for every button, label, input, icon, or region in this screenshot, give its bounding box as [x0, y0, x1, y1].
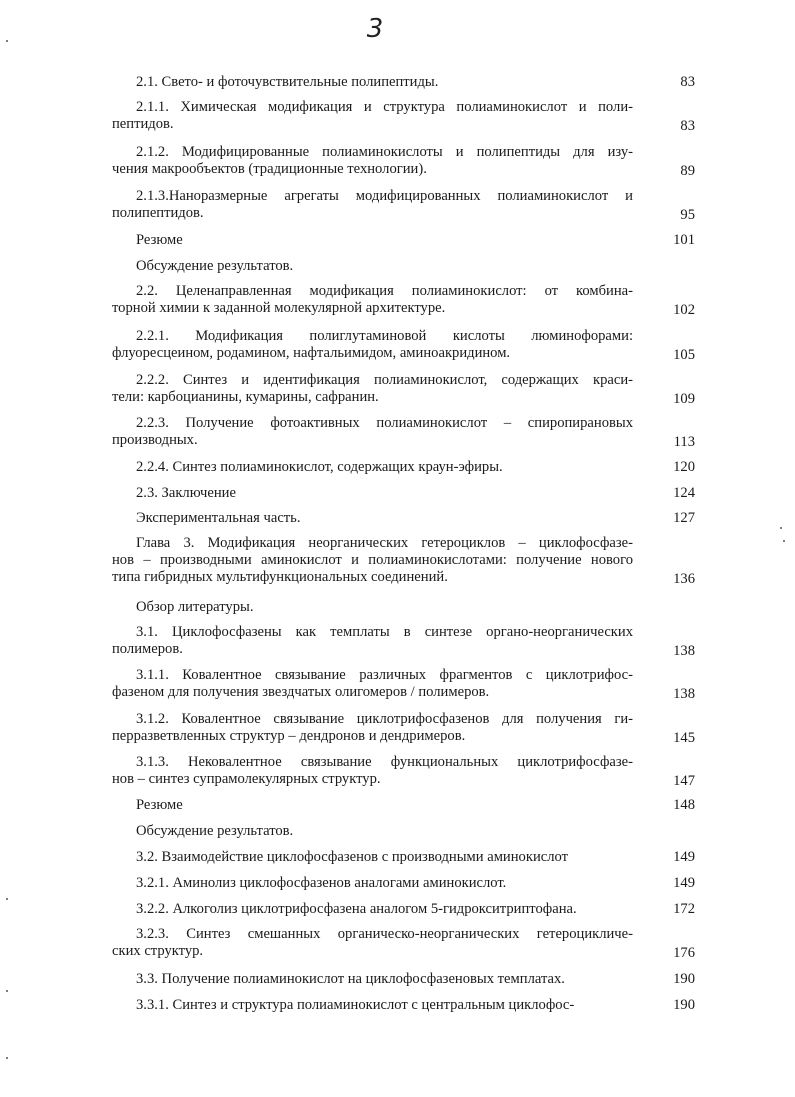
- toc-entry-line: ских структур.: [112, 943, 204, 959]
- toc-entry-page: 83: [680, 118, 695, 134]
- toc-entry-title: [112, 415, 633, 449]
- toc-entry-line: 3.1.1. Ковалентное связывание различных фрагментов с циклотрифос-: [136, 667, 633, 683]
- toc-entry-line: 2.2.4. Синтез полиаминокислот, содержащих краун-эфиры.: [136, 459, 503, 475]
- toc-entry-line: 3.2.3. Синтез смешанных органическо-неорганических гетероцикличе-: [136, 926, 633, 942]
- toc-entry-title: [112, 459, 633, 476]
- toc-entry-line: 2.2.1. Модификация полиглутаминовой кислоты люминофорами:: [136, 328, 633, 344]
- toc-entry-page: 145: [673, 730, 695, 746]
- toc-entry-page: 190: [673, 997, 695, 1013]
- toc-entry-title: [112, 997, 633, 1014]
- toc-entry-line: нов – производными аминокислот и полиаминокислотами: получение нового: [112, 552, 633, 568]
- toc-entry-line: Глава 3. Модификация неорганических гетероциклов – циклофосфазе-: [136, 535, 633, 551]
- toc-entry-line: Экспериментальная часть.: [136, 510, 301, 526]
- toc-entry-page: 113: [673, 434, 695, 450]
- toc-entry-line: типа гибридных мультифункциональных соединений.: [112, 569, 448, 585]
- toc-entry-page: 102: [673, 302, 695, 318]
- toc-entry-title: [112, 258, 633, 275]
- toc-entry-line: пептидов.: [112, 116, 174, 132]
- toc-entry-line: 2.2. Целенаправленная модификация полиаминокислот: от комбина-: [136, 283, 633, 299]
- toc-entry-page: 109: [673, 391, 695, 407]
- toc-entry-line: торной химии к заданной молекулярной архитектуре.: [112, 300, 446, 316]
- toc-entry-line: 2.3. Заключение: [136, 485, 236, 501]
- toc-entry-line: полипептидов.: [112, 205, 204, 221]
- toc-entry-page: 95: [680, 207, 695, 223]
- toc-entry-line: Резюме: [136, 232, 183, 248]
- scan-speck: [783, 540, 785, 542]
- toc-entry-line: 3.3.1. Синтез и структура полиаминокислот с центральным циклофос-: [136, 997, 575, 1013]
- page-number: 3: [366, 14, 384, 44]
- toc-entry-line: 2.1. Свето- и фоточувствительные полипептиды.: [136, 74, 439, 90]
- toc-entry-title: [112, 875, 633, 892]
- scan-speck: [6, 990, 8, 992]
- toc-entry-page: 124: [673, 485, 695, 501]
- toc-entry-line: 2.2.3. Получение фотоактивных полиаминокислот – спиропирановых: [136, 415, 633, 431]
- toc-entry-line: 3.1.3. Нековалентное связывание функциональных циклотрифосфазе-: [136, 754, 633, 770]
- toc-entry-line: Обзор литературы.: [136, 599, 254, 615]
- toc-entry-page: 148: [673, 797, 695, 813]
- toc-entry-title: [112, 283, 633, 317]
- toc-entry-title: [112, 901, 633, 918]
- toc-entry-title: [112, 232, 633, 249]
- toc-entry-title: [112, 328, 633, 362]
- toc-entry-line: 3.1.2. Ковалентное связывание циклотрифосфазенов для получения ги-: [136, 711, 633, 727]
- toc-entry-title: [112, 667, 633, 701]
- scan-speck: [6, 40, 8, 42]
- toc-entry-title: [112, 926, 633, 960]
- toc-entry-line: Обсуждение результатов.: [136, 823, 294, 839]
- toc-entry-title: [112, 74, 633, 91]
- toc-entry-line: 2.2.2. Синтез и идентификация полиаминокислот, содержащих краси-: [136, 372, 633, 388]
- toc-entry-title: [112, 624, 633, 658]
- scan-speck: [6, 1057, 8, 1059]
- toc-entry-page: 149: [673, 849, 695, 865]
- toc-entry-page: 136: [673, 571, 695, 587]
- toc-entry-page: 149: [673, 875, 695, 891]
- toc-entry-page: 147: [673, 773, 695, 789]
- toc-entry-line: 3.2.2. Алкоголиз циклотрифосфазена аналогом 5-гидрокситриптофана.: [136, 901, 577, 917]
- toc-entry-title: [112, 971, 633, 988]
- toc-entry-title: [112, 188, 633, 222]
- toc-entry-title: [112, 144, 633, 178]
- toc-entry-line: фазеном для получения звездчатых олигомеров / полимеров.: [112, 684, 490, 700]
- toc-entry-line: 2.1.3.Наноразмерные агрегаты модифицированных полиаминокислот и: [136, 188, 633, 204]
- toc-entry-title: [112, 99, 633, 133]
- toc-entry-line: 2.1.2. Модифицированные полиаминокислоты и полипептиды для изу-: [136, 144, 633, 160]
- toc-entry-line: 3.2.1. Аминолиз циклофосфазенов аналогами аминокислот.: [136, 875, 507, 891]
- toc-entry-page: 190: [673, 971, 695, 987]
- toc-entry-line: полимеров.: [112, 641, 183, 657]
- toc-entry-line: производных.: [112, 432, 198, 448]
- toc-entry-page: 172: [673, 901, 695, 917]
- toc-entry-title: [112, 510, 633, 527]
- toc-entry-line: Резюме: [136, 797, 183, 813]
- toc-entry-page: 138: [673, 686, 695, 702]
- toc-entry-page: 127: [673, 510, 695, 526]
- toc-entry-line: нов – синтез супрамолекулярных структур.: [112, 771, 381, 787]
- toc-entry-line: Обсуждение результатов.: [136, 258, 294, 274]
- toc-entry-line: 3.2. Взаимодействие циклофосфазенов с производными аминокислот: [136, 849, 568, 865]
- toc-entry-page: 105: [673, 347, 695, 363]
- toc-entry-page: 120: [673, 459, 695, 475]
- toc-entry-title: [112, 849, 633, 866]
- toc-entry-title: [112, 535, 633, 586]
- toc-entry-page: 138: [673, 643, 695, 659]
- toc-entry-title: [112, 599, 633, 616]
- toc-entry-page: 89: [680, 163, 695, 179]
- scan-speck: [6, 898, 8, 900]
- toc-entry-line: перразветвленных структур – дендронов и дендримеров.: [112, 728, 466, 744]
- toc-entry-page: 101: [673, 232, 695, 248]
- toc-entry-title: [112, 372, 633, 406]
- toc-entry-line: чения макрообъектов (традиционные технологии).: [112, 161, 427, 177]
- toc-entry-page: 83: [680, 74, 695, 90]
- toc-entry-line: тели: карбоцианины, кумарины, сафранин.: [112, 389, 379, 405]
- toc-entry-title: [112, 485, 633, 502]
- toc-entry-page: 176: [673, 945, 695, 961]
- toc-entry-line: флуоресцеином, родамином, нафтальимидом, аминоакридином.: [112, 345, 511, 361]
- toc-entry-title: [112, 823, 633, 840]
- scan-speck: [780, 527, 782, 529]
- toc-entry-line: 3.3. Получение полиаминокислот на циклофосфазеновых темплатах.: [136, 971, 565, 987]
- toc-entry-title: [112, 754, 633, 788]
- toc-entry-title: [112, 711, 633, 745]
- toc-entry-line: 3.1. Циклофосфазены как темплаты в синтезе органо-неорганических: [136, 624, 633, 640]
- toc-entry-line: 2.1.1. Химическая модификация и структура полиаминокислот и поли-: [136, 99, 633, 115]
- toc-entry-title: [112, 797, 633, 814]
